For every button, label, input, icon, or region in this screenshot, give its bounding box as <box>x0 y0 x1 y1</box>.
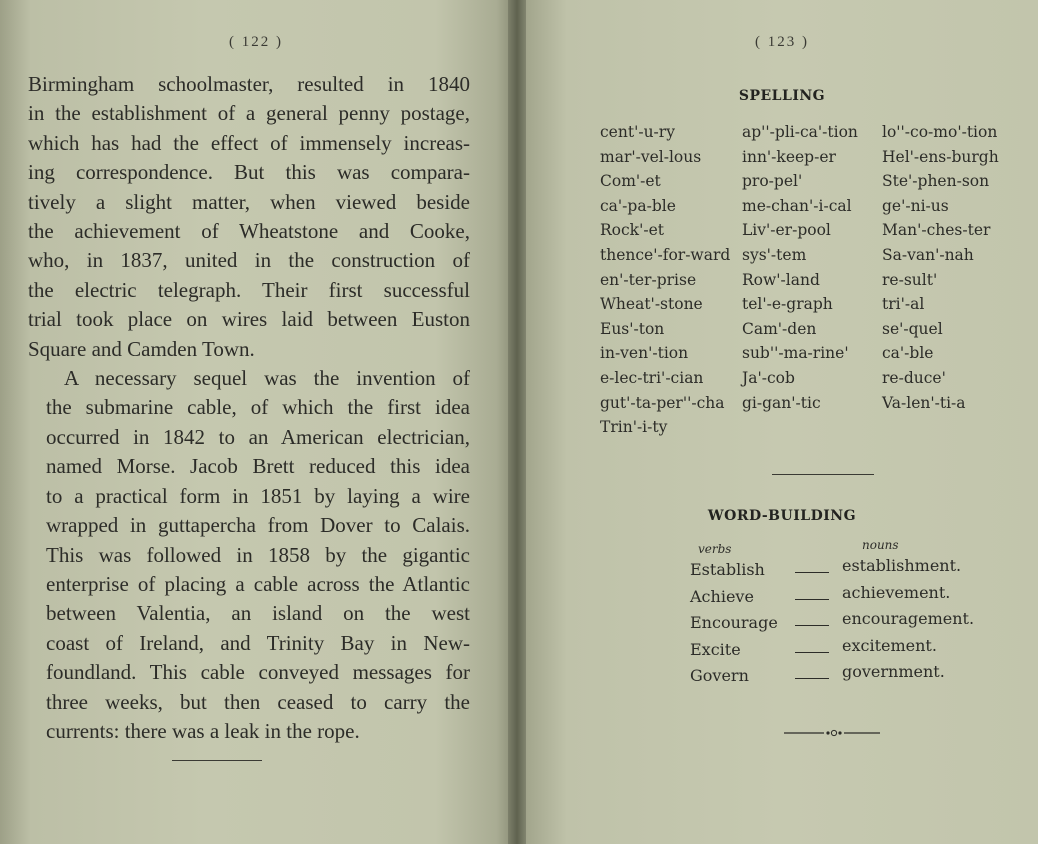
text-line: enterprise of placing a cable across the Atlantic <box>46 571 470 596</box>
text-line: the electric telegraph. Their first successful <box>28 277 470 302</box>
spelling-word: me-chan'-i-cal <box>742 196 852 215</box>
right-page <box>526 0 1038 844</box>
spelling-word-list <box>600 120 1020 440</box>
spelling-word: ap''-pli-ca'-tion <box>742 123 858 141</box>
spelling-word: e-lec-tri'-cian <box>600 368 704 387</box>
spelling-word: tel'-e-graph <box>742 295 833 314</box>
spelling-word: Trin'-i-ty <box>600 418 668 437</box>
text-line: the submarine cable, of which the first idea <box>46 395 470 420</box>
spelling-word <box>882 415 1020 440</box>
text-line: between Valentia, an island on the west <box>46 601 470 626</box>
noun-word: achievement. <box>842 582 951 602</box>
spelling-word: Ja'-cob <box>742 368 795 387</box>
spelling-word: cent'-u-ry <box>600 123 675 141</box>
spelling-word: sys'-tem <box>742 245 807 264</box>
spelling-word: Hel'-ens-burgh <box>882 147 999 166</box>
spelling-word: Ste'-phen-son <box>882 172 990 191</box>
spelling-word: Eus'-ton <box>600 319 665 338</box>
spelling-word: mar'-vel-lous <box>600 147 702 166</box>
paragraph-2 <box>28 364 470 746</box>
tailpiece-ornament <box>784 728 880 738</box>
spelling-word: Liv'-er-pool <box>742 221 831 240</box>
spelling-word: Man'-ches-ter <box>882 221 991 240</box>
spelling-word <box>742 415 882 440</box>
text-line: tively a slight matter, when viewed beside <box>28 189 470 214</box>
spelling-word: re-duce' <box>882 368 946 387</box>
page-number-right: ( 123 ) <box>755 34 809 50</box>
nouns-label: nouns <box>862 538 899 552</box>
verb-word: Achieve <box>690 586 754 606</box>
word-building-heading: WORD-BUILDING <box>707 508 857 524</box>
left-page <box>0 0 512 844</box>
spelling-word: thence'-for-ward <box>600 245 731 264</box>
verbs-label: verbs <box>698 542 732 556</box>
text-line: who, in 1837, united in the construction of <box>28 248 470 273</box>
spelling-word: Row'-land <box>742 270 820 289</box>
text-line: This was followed in 1858 by the gigantic <box>46 542 470 567</box>
spelling-word: lo''-co-mo'-tion <box>882 123 998 141</box>
narrative-text <box>28 70 470 746</box>
text-line: occurred in 1842 to an American electrician, <box>46 424 470 449</box>
book-gutter <box>508 0 528 844</box>
dash-rule <box>795 652 829 653</box>
spelling-word: Va-len'-ti-a <box>882 393 966 412</box>
verb-word: Establish <box>690 560 765 579</box>
word-building-table <box>690 540 990 693</box>
text-line: wrapped in guttapercha from Dover to Calais. <box>46 513 470 538</box>
paragraph-1 <box>28 70 470 364</box>
dash-rule <box>795 572 829 573</box>
text-line: trial took place on wires laid between Euston <box>28 307 470 332</box>
word-pair-row <box>690 662 990 693</box>
text-line: Birmingham schoolmaster, resulted in 1840 <box>28 72 470 96</box>
spelling-word: ge'-ni-us <box>882 196 949 215</box>
text-line: ing correspondence. But this was compara- <box>28 160 470 185</box>
spelling-word: tri'-al <box>882 295 925 314</box>
verb-word: Encourage <box>690 613 778 633</box>
verb-word: Govern <box>690 666 749 686</box>
text-line: foundland. This cable conveyed messages for <box>46 660 470 685</box>
text-line: coast of Ireland, and Trinity Bay in New- <box>46 630 470 655</box>
spelling-word: pro-pel' <box>742 172 803 191</box>
word-pair-row <box>690 609 990 640</box>
noun-word: government. <box>842 662 945 682</box>
word-pair-row <box>690 635 990 667</box>
text-line: which has had the effect of immensely increas- <box>28 130 470 155</box>
text-line: three weeks, but then ceased to carry the <box>46 689 470 714</box>
noun-word: excitement. <box>842 635 937 655</box>
spelling-word: Cam'-den <box>742 319 817 338</box>
text-line: named Morse. Jacob Brett reduced this idea <box>46 454 470 479</box>
text-line: in the establishment of a general penny postage, <box>28 101 470 126</box>
spelling-word: se'-quel <box>882 319 943 338</box>
spelling-word: Rock'-et <box>600 221 664 240</box>
section-divider <box>772 474 874 475</box>
text-line: the achievement of Wheatstone and Cooke, <box>28 219 470 244</box>
spelling-word: ca'-pa-ble <box>600 196 676 215</box>
verb-word: Excite <box>690 639 741 659</box>
spelling-word: gut'-ta-per''-cha <box>600 393 725 412</box>
page-number-left: ( 122 ) <box>229 34 283 50</box>
spelling-word: in-ven'-tion <box>600 344 689 363</box>
noun-word: establishment. <box>842 556 962 575</box>
text-line: to a practical form in 1851 by laying a wire <box>46 483 470 508</box>
spelling-word: inn'-keep-er <box>742 147 836 166</box>
noun-word: encouragement. <box>842 609 975 629</box>
spelling-word: en'-ter-prise <box>600 270 697 289</box>
spelling-heading: SPELLING <box>738 88 826 104</box>
spelling-word: ca'-ble <box>882 344 934 363</box>
spelling-word: Com'-et <box>600 172 661 191</box>
word-pairs <box>690 556 990 693</box>
spelling-word: sub''-ma-rine' <box>742 344 849 363</box>
text-line: Square and Camden Town. <box>28 336 255 361</box>
text-line: currents: there was a leak in the rope. <box>46 718 360 743</box>
spelling-word: re-sult' <box>882 270 938 289</box>
dash-rule <box>795 625 829 626</box>
spelling-word: gi-gan'-tic <box>742 393 821 412</box>
closing-rule <box>172 760 262 761</box>
dash-rule <box>795 678 829 679</box>
dash-rule <box>795 599 829 600</box>
spelling-word: Sa-van'-nah <box>882 245 974 264</box>
spelling-word: Wheat'-stone <box>600 295 703 314</box>
text-line: A necessary sequel was the invention of <box>64 366 470 391</box>
